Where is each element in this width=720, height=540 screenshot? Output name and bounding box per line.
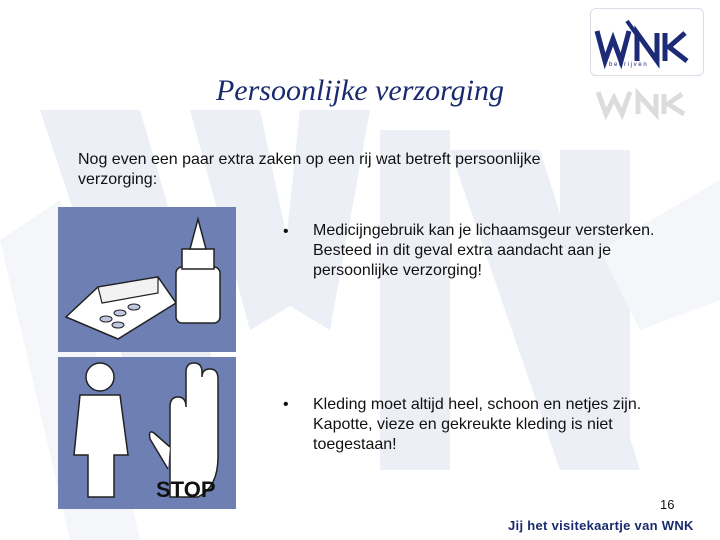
page-number: 16 bbox=[660, 497, 675, 512]
footer-slogan: Jij het visitekaartje van WNK bbox=[508, 518, 694, 533]
stop-label: STOP bbox=[156, 477, 216, 502]
wnk-logo bbox=[590, 8, 704, 76]
bullet-marker-2: • bbox=[283, 396, 289, 413]
slide-title bbox=[0, 74, 720, 108]
slide-title-text: Persoonlijke verzorging bbox=[215, 74, 504, 107]
bullet-text-1: Medicijngebruik kan je lichaamsgeur versterken. Besteed in dit geval extra aandacht aan je persoonlijke verzorging! bbox=[313, 222, 655, 279]
wnk-logo-mark bbox=[591, 9, 703, 75]
logo-subtitle: b e d r i j v e n bbox=[609, 62, 647, 68]
stop-panel bbox=[58, 357, 236, 509]
hygiene-illustration bbox=[58, 207, 236, 509]
medicine-panel bbox=[58, 207, 236, 352]
bullet-text-2: Kleding moet altijd heel, schoon en netjes zijn. Kapotte, vieze en gekreukte kleding is niet toegestaan! bbox=[313, 396, 642, 453]
bullet-marker-1: • bbox=[283, 223, 289, 240]
intro-text: Nog even een paar extra zaken op een rij wat betreft persoonlijke verzorging: bbox=[78, 151, 541, 188]
